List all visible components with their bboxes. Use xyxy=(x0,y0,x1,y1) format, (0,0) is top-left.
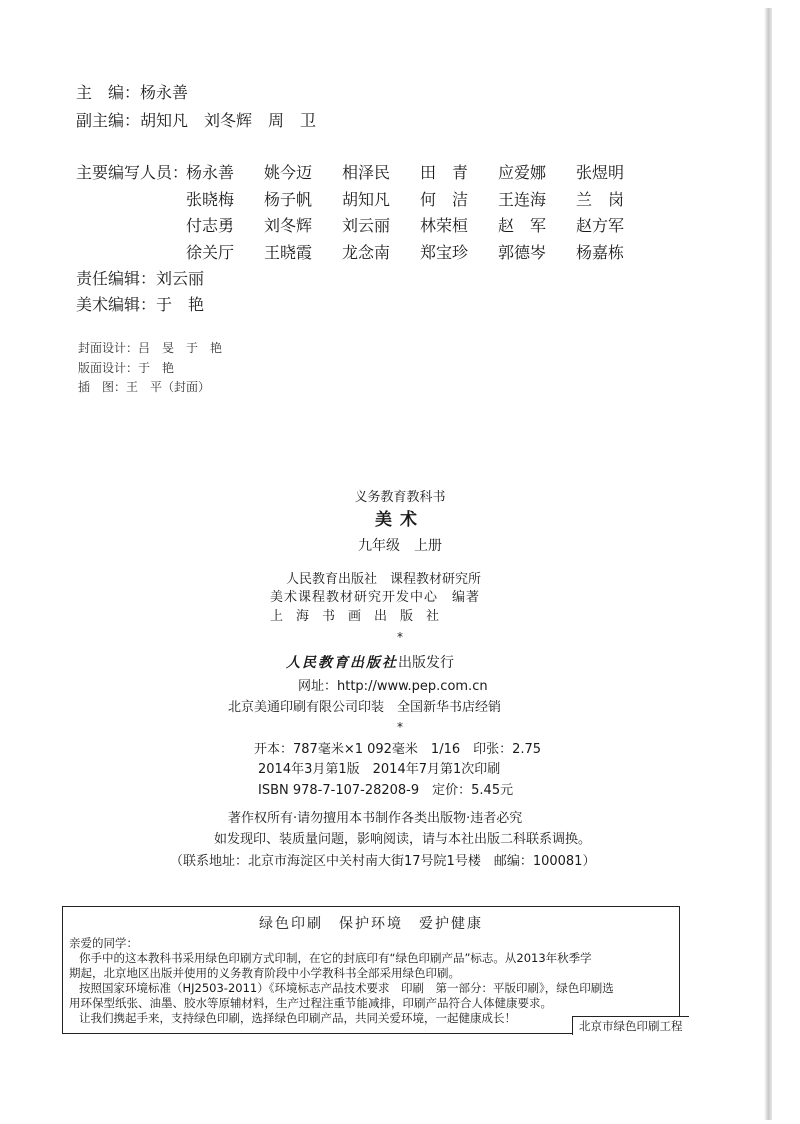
writers-row xyxy=(186,160,654,187)
responsible-editor-name: 刘云丽 xyxy=(156,269,205,288)
writer-name: 赵 军 xyxy=(498,216,547,235)
writer-name: 王连海 xyxy=(498,189,547,209)
deputy-editor-names: 胡知凡 刘冬辉 周 卫 xyxy=(140,111,317,130)
green-greeting: 亲爱的同学： xyxy=(69,936,138,950)
art-editor-name: 于 艳 xyxy=(156,295,205,314)
green-text-line: 期起，北京地区出版并使用的义务教育阶段中小学教科书全部采用绿色印刷。 xyxy=(69,966,460,980)
layout-design-names: 于 艳 xyxy=(138,361,175,375)
cover-design-label: 封面设计： xyxy=(78,341,139,355)
chief-editor-name: 杨永善 xyxy=(140,83,189,102)
responsible-editor-label: 责任编辑： xyxy=(76,269,157,288)
writer-name: 刘云丽 xyxy=(342,216,391,235)
writer-name: 张晓梅 xyxy=(186,189,235,209)
quality-notice: 如发现印、装质量问题，影响阅读，请与本社出版二科联系调换。 xyxy=(214,832,592,847)
isbn-line: ISBN 978-7-107-28208-9 定价：5.45元 xyxy=(258,783,514,798)
cover-design-line xyxy=(78,339,222,356)
copyright-notice: 著作权所有·请勿擅用本书制作各类出版物·违者必究 xyxy=(228,811,523,826)
layout-design-label: 版面设计： xyxy=(78,361,139,375)
green-text-line: 你手中的这本教科书采用绿色印刷方式印制，在它的封底印有“绿色印刷产品”标志。从2013年秋季学 xyxy=(79,951,592,965)
layout-design-line xyxy=(78,359,174,376)
illustration-label: 插 图： xyxy=(78,380,127,394)
green-text-line: 用环保型纸张、油墨、胶水等原辅材料，生产过程注重节能减排，印刷产品符合人体健康要求。 xyxy=(69,996,552,1010)
writer-name: 王晓霞 xyxy=(264,242,313,262)
chief-editor-line xyxy=(76,80,188,103)
writer-name: 杨嘉栋 xyxy=(576,242,625,262)
green-printing-slogan: 绿色印刷 保护环境 爱护健康 xyxy=(259,916,483,932)
writer-name: 张煜明 xyxy=(576,163,625,182)
main-writers-label: 主要编写人员： xyxy=(76,163,189,182)
green-printing-signature: 北京市绿色印刷工程 xyxy=(572,1016,689,1035)
writer-name: 杨子帆 xyxy=(264,189,313,209)
writer-name: 田 青 xyxy=(420,163,469,182)
writer-name: 赵方军 xyxy=(576,216,625,235)
illustration-names: 王 平（封面） xyxy=(126,380,211,394)
book-series: 义务教育教科书 xyxy=(354,490,446,505)
page-edge-shadow xyxy=(764,8,772,1120)
deputy-editor-label: 副主编： xyxy=(76,111,141,130)
responsible-editor-line xyxy=(76,266,204,289)
art-editor-line xyxy=(76,292,204,315)
writer-name: 杨永善 xyxy=(186,163,235,182)
writer-name: 胡知凡 xyxy=(342,189,391,209)
writers-row xyxy=(186,213,654,240)
deputy-editor-line xyxy=(76,108,316,131)
printer-line: 北京美通印刷有限公司印装 全国新华书店经销 xyxy=(228,700,502,715)
writer-name: 林荣桓 xyxy=(420,216,469,235)
compiler-line: 人民教育出版社 课程教材研究所 xyxy=(286,572,482,587)
compiler-line: 上海书画出版社 xyxy=(270,609,453,624)
writer-name: 何 洁 xyxy=(420,189,469,209)
contact-address: （联系地址：北京市海淀区中关村南大街17号院1号楼 邮编：100081） xyxy=(170,854,596,869)
writer-name: 付志勇 xyxy=(186,216,235,235)
writer-name: 郭德岑 xyxy=(498,242,547,262)
writer-name: 龙念南 xyxy=(342,242,391,262)
website: 网址：http://www.pep.com.cn xyxy=(298,679,488,694)
writer-name: 姚今迈 xyxy=(264,163,313,182)
writers-row xyxy=(186,240,654,267)
publisher-logo: 人民教育出版社 xyxy=(286,655,398,671)
book-title: 美术 xyxy=(375,510,425,530)
writer-name: 徐关厅 xyxy=(186,242,235,262)
publisher-line xyxy=(286,652,454,672)
art-editor-label: 美术编辑： xyxy=(76,295,157,314)
writer-name: 应爱娜 xyxy=(498,163,547,182)
green-text-line: 让我们携起手来，支持绿色印刷，选择绿色印刷产品，共同关爱环境，一起健康成长！ xyxy=(79,1011,516,1025)
writers-row xyxy=(186,187,654,214)
writer-name: 郑宝珍 xyxy=(420,242,469,262)
illustration-line xyxy=(78,378,210,395)
chief-editor-label: 主 编： xyxy=(76,83,141,102)
format-line: 开本：787毫米×1 092毫米 1/16 印张：2.75 xyxy=(254,742,542,757)
compiler-line: 美术课程教材研究开发中心 编著 xyxy=(270,590,481,605)
cover-design-names: 吕 旻 于 艳 xyxy=(138,341,223,355)
edition-line: 2014年3月第1版 2014年7月第1次印刷 xyxy=(258,762,501,777)
separator-star: * xyxy=(397,630,403,644)
green-text-line: 按照国家环境标准（HJ2503-2011）《环境标志产品技术要求 印刷 第一部分：平版印刷》，绿色印刷选 xyxy=(79,981,614,995)
separator-star: * xyxy=(397,720,403,734)
main-writers-list xyxy=(186,160,654,266)
green-printing-box xyxy=(62,906,680,1034)
writer-name: 刘冬辉 xyxy=(264,216,313,235)
writer-name: 相泽民 xyxy=(342,163,391,182)
book-grade: 九年级 上册 xyxy=(358,538,442,554)
writer-name: 兰 岗 xyxy=(576,189,625,209)
publisher-suffix: 出版发行 xyxy=(398,655,454,671)
